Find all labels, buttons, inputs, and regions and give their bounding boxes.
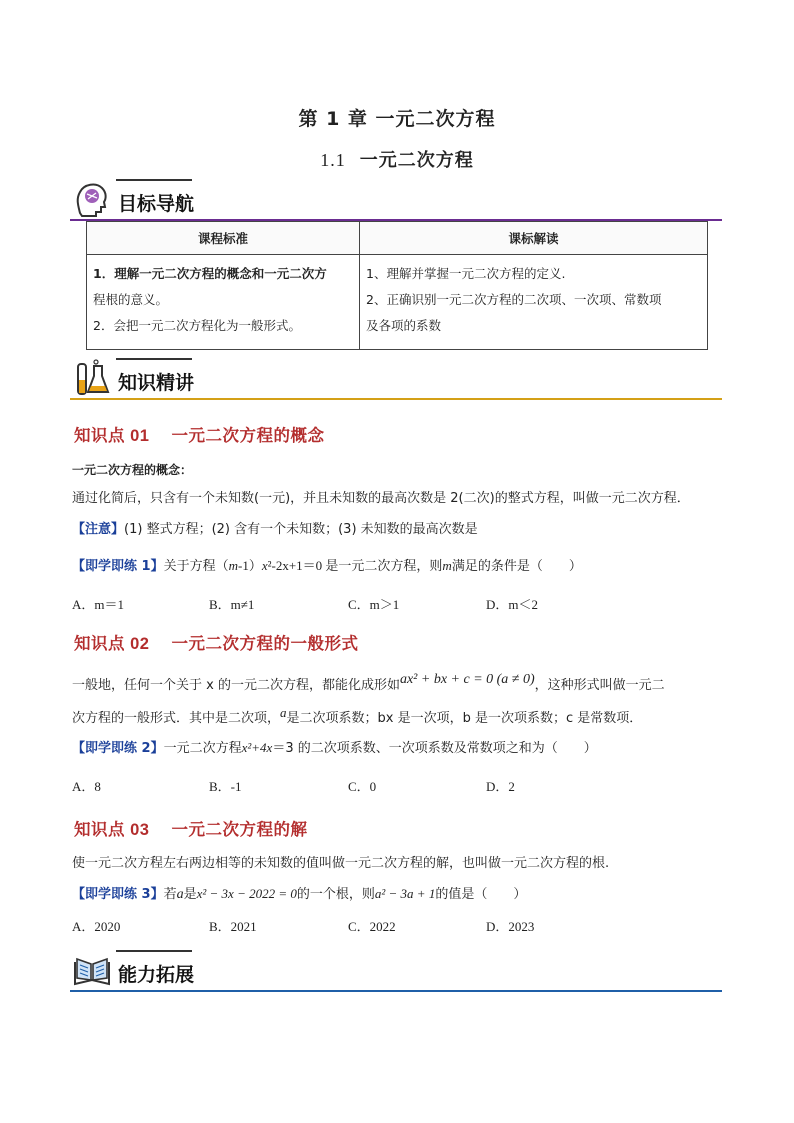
kp2-number: 知识点 02	[74, 635, 150, 653]
note-text: (1) 整式方程；(2) 含有一个未知数；(3) 未知数的最高次数是	[124, 522, 478, 537]
kp3-definition: 使一元二次方程左右两边相等的未知数的值叫做一元二次方程的解，也叫做一元二次方程的根.	[72, 856, 610, 871]
section-goal-header	[70, 177, 722, 221]
section-number: 1.1	[320, 150, 346, 170]
brain-head-icon	[72, 179, 112, 219]
kp3-number: 知识点 03	[74, 821, 150, 839]
section-goal-label: 目标导航	[118, 193, 195, 215]
kp3-title	[74, 816, 307, 840]
option-b[interactable]: B．-1	[209, 779, 242, 794]
kp1-exercise	[72, 556, 732, 577]
kp2-line1	[72, 672, 732, 696]
kp1-subhead: 一元二次方程的概念：	[72, 463, 193, 477]
curriculum-table	[86, 221, 708, 350]
interpretation-line: 1、理解并掌握一元二次方程的定义.	[366, 266, 566, 281]
standard-line: 1．理解一元二次方程的概念和一元二次方	[93, 266, 327, 281]
exercise-equation: x²+4x	[241, 740, 273, 755]
exercise-text: 是	[183, 887, 197, 902]
exercise-text: 关于方程（	[163, 559, 229, 574]
option-b[interactable]: B．2021	[209, 919, 257, 934]
kp2-name: 一元二次方程的一般形式	[171, 634, 359, 653]
option-a[interactable]: A．8	[72, 779, 101, 794]
option-d[interactable]: D．2023	[486, 919, 535, 934]
interpretation-line: 及各项的系数	[366, 318, 442, 333]
option-b[interactable]: B．m≠1	[209, 597, 255, 612]
var-m: m	[228, 558, 238, 573]
section-extension-label: 能力拓展	[118, 964, 195, 986]
kp2-text: 是二次项系数；bx 是一次项，b 是一次项系数；c 是常数项．	[286, 711, 643, 726]
open-book-icon	[72, 950, 112, 990]
var-m: m	[442, 558, 452, 573]
exercise-equation: ²-2x+1＝0 是一元二次方程，则	[267, 558, 443, 573]
kp1-options	[72, 594, 712, 614]
option-d[interactable]: D．m＜2	[486, 597, 539, 612]
kp2-options	[72, 776, 712, 796]
kp1-number: 知识点 01	[74, 427, 150, 445]
kp2-line2	[72, 705, 732, 729]
exercise-text: ＝3 的二次项系数、一次项系数及常数项之和为（ ）	[272, 741, 597, 756]
kp2-text: ，这种形式叫做一元二	[534, 678, 665, 693]
kp1-title	[74, 422, 324, 446]
table-header-interpretation: 课标解读	[360, 222, 708, 255]
section-knowledge-header	[70, 356, 722, 400]
section-name: 一元二次方程	[359, 150, 474, 171]
option-c[interactable]: C．m＞1	[348, 597, 400, 612]
standard-line: 程根的意义。	[93, 292, 169, 307]
general-form-formula: ax² + bx + c = 0 (a ≠ 0)	[399, 672, 535, 687]
kp2-title	[74, 630, 358, 654]
exercise-label: 【即学即练 1】	[72, 559, 164, 574]
option-d[interactable]: D．2	[486, 779, 515, 794]
exercise-text: 若	[163, 887, 177, 902]
section-extension-header	[70, 948, 722, 992]
note-label: 【注意】	[72, 522, 125, 537]
exercise-text: -1）	[237, 558, 262, 573]
kp2-text: 次方程的一般形式．其中	[72, 711, 216, 726]
kp1-definition: 通过化简后，只含有一个未知数(一元)，并且未知数的最高次数是 2(二次)的整式方程，叫做一元二次方程．	[72, 491, 690, 506]
section-knowledge-label: 知识精讲	[118, 372, 195, 394]
kp2-text: 一般地，任何一个关于 x 的一元二次方程，都能化成形如	[72, 678, 400, 693]
kp3-exercise	[72, 884, 732, 905]
option-c[interactable]: C．0	[348, 779, 377, 794]
table-cell-standard	[87, 255, 360, 350]
exercise-text: 的一个根，则	[296, 887, 375, 902]
exercise-label: 【即学即练 3】	[72, 887, 164, 902]
kp3-name: 一元二次方程的解	[171, 820, 308, 839]
exercise-expression: a² − 3a + 1	[374, 886, 436, 901]
table-header-standard: 课程标准	[87, 222, 360, 255]
var-a: a	[176, 887, 184, 902]
var-a: a	[280, 705, 287, 720]
standard-line: 2．会把一元二次方程化为一般形式。	[93, 318, 301, 333]
kp2-text: 是二次项，	[215, 711, 281, 726]
option-a[interactable]: A．2020	[72, 919, 121, 934]
option-c[interactable]: C．2022	[348, 919, 396, 934]
flask-icon	[72, 358, 112, 398]
exercise-text: 一元二次方程	[163, 741, 242, 756]
chapter-title: 第 1 章 一元二次方程	[298, 108, 496, 130]
exercise-equation: x² − 3x − 2022 = 0	[196, 886, 297, 901]
section-title	[0, 146, 794, 172]
kp3-options	[72, 916, 712, 936]
var-x: x	[261, 558, 268, 573]
exercise-label: 【即学即练 2】	[72, 741, 164, 756]
kp2-exercise	[72, 738, 732, 759]
table-cell-interpretation	[360, 255, 708, 350]
interpretation-line: 2、正确识别一元二次方程的二次项、一次项、常数项	[366, 292, 662, 307]
option-a[interactable]: A．m＝1	[72, 597, 125, 612]
exercise-text: 满足的条件是（ ）	[451, 559, 582, 574]
exercise-text: 的值是（ ）	[435, 887, 527, 902]
kp1-name: 一元二次方程的概念	[171, 426, 325, 445]
kp1-note	[72, 520, 732, 540]
